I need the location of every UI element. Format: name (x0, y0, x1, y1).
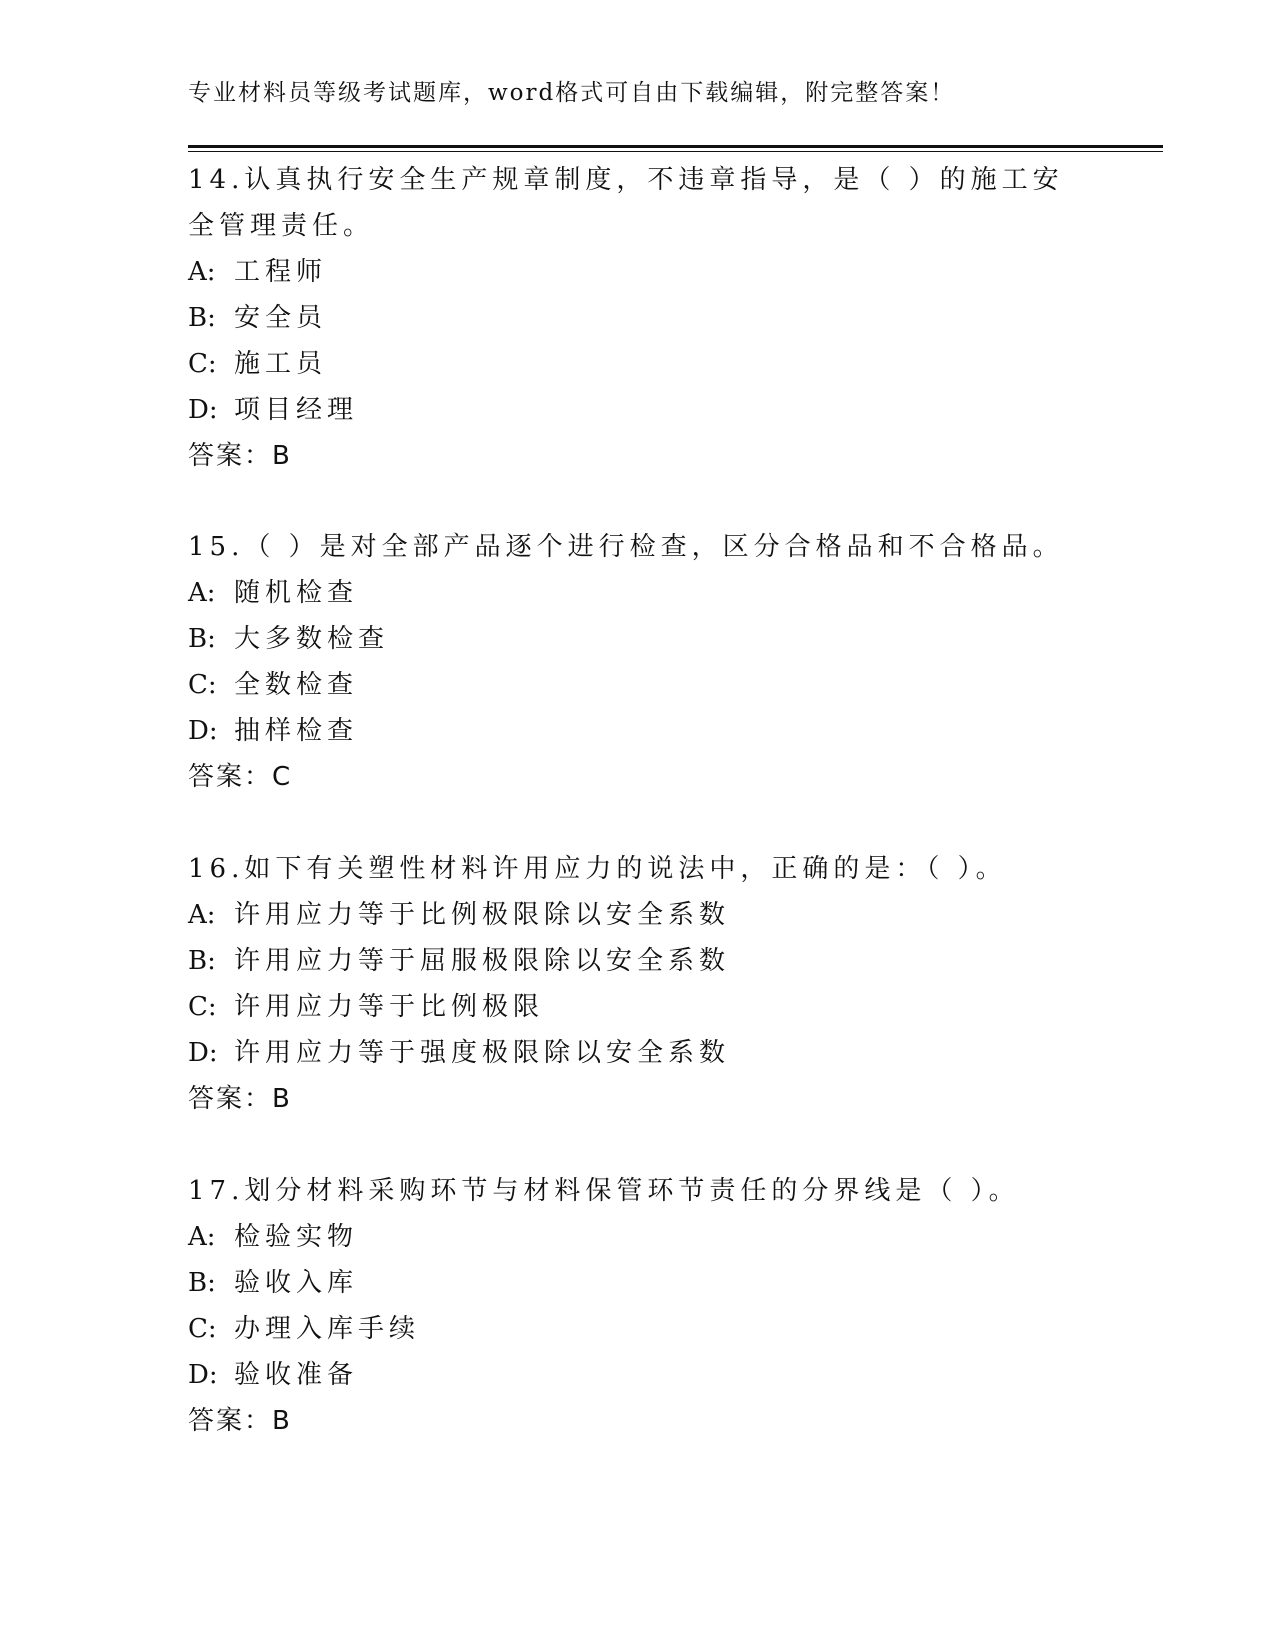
option-b (188, 295, 1068, 341)
option-key: C: (188, 349, 217, 379)
option-key: C: (188, 670, 217, 700)
question-14 (188, 157, 1068, 479)
answer-value: B (272, 441, 290, 471)
question-16 (188, 846, 1068, 1122)
option-key: D: (188, 716, 218, 746)
answer-line (188, 433, 1068, 479)
option-key: B: (188, 1268, 216, 1298)
option-text: 安全员 (234, 303, 328, 333)
answer-line (188, 1398, 1068, 1444)
option-b (188, 616, 1068, 662)
question-stem: 15.（ ）是对全部产品逐个进行检查，区分合格品和不合格品。 (188, 532, 1064, 562)
option-c (188, 1306, 1068, 1352)
question-17 (188, 1168, 1068, 1444)
option-key: C: (188, 1314, 217, 1344)
option-text: 随机检查 (234, 578, 359, 608)
option-text: 施工员 (234, 349, 328, 379)
option-b (188, 938, 1068, 984)
option-key: D: (188, 395, 218, 425)
answer-label: 答案： (188, 1084, 273, 1114)
option-key: D: (188, 1038, 218, 1068)
question-stem: 16.如下有关塑性材料许用应力的说法中，正确的是：（ ）。 (188, 854, 1007, 884)
option-d (188, 1030, 1068, 1076)
option-d (188, 1352, 1068, 1398)
option-key: B: (188, 624, 216, 654)
answer-label: 答案： (188, 762, 273, 792)
option-text: 验收准备 (234, 1360, 359, 1390)
page-header: 专业材料员等级考试题库，word格式可自由下载编辑，附完整答案！ (188, 80, 956, 106)
option-c (188, 984, 1068, 1030)
option-d (188, 708, 1068, 754)
answer-line (188, 754, 1068, 800)
option-text: 大多数检查 (234, 624, 390, 654)
option-key: C: (188, 992, 217, 1022)
option-text: 许用应力等于比例极限 (234, 992, 545, 1022)
answer-label: 答案： (188, 1406, 273, 1436)
option-text: 许用应力等于屈服极限除以安全系数 (234, 946, 731, 976)
option-text: 项目经理 (234, 395, 359, 425)
option-a (188, 892, 1068, 938)
answer-line (188, 1076, 1068, 1122)
question-stem: 14.认真执行安全生产规章制度，不违章指导，是（ ）的施工安全管理责任。 (188, 165, 1064, 241)
option-key: D: (188, 1360, 218, 1390)
option-text: 办理入库手续 (234, 1314, 421, 1344)
option-text: 验收入库 (234, 1268, 359, 1298)
option-key: B: (188, 303, 216, 333)
option-text: 检验实物 (234, 1222, 359, 1252)
answer-value: B (272, 1084, 290, 1114)
option-c (188, 662, 1068, 708)
option-key: A: (188, 900, 216, 930)
header-divider-thin (188, 151, 1163, 152)
option-text: 许用应力等于比例极限除以安全系数 (234, 900, 731, 930)
header-divider-thick (188, 145, 1163, 148)
option-text: 许用应力等于强度极限除以安全系数 (234, 1038, 731, 1068)
question-15 (188, 524, 1068, 800)
answer-value: C (272, 762, 291, 792)
option-text: 抽样检查 (234, 716, 359, 746)
answer-value: B (272, 1406, 290, 1436)
option-text: 工程师 (234, 257, 328, 287)
option-c (188, 341, 1068, 387)
answer-label: 答案： (188, 441, 273, 471)
option-a (188, 249, 1068, 295)
option-key: A: (188, 257, 216, 287)
option-text: 全数检查 (234, 670, 359, 700)
option-key: A: (188, 578, 216, 608)
option-a (188, 570, 1068, 616)
option-key: B: (188, 946, 216, 976)
option-b (188, 1260, 1068, 1306)
question-stem: 17.划分材料采购环节与材料保管环节责任的分界线是（ ）。 (188, 1176, 1020, 1206)
option-a (188, 1214, 1068, 1260)
option-d (188, 387, 1068, 433)
option-key: A: (188, 1222, 216, 1252)
